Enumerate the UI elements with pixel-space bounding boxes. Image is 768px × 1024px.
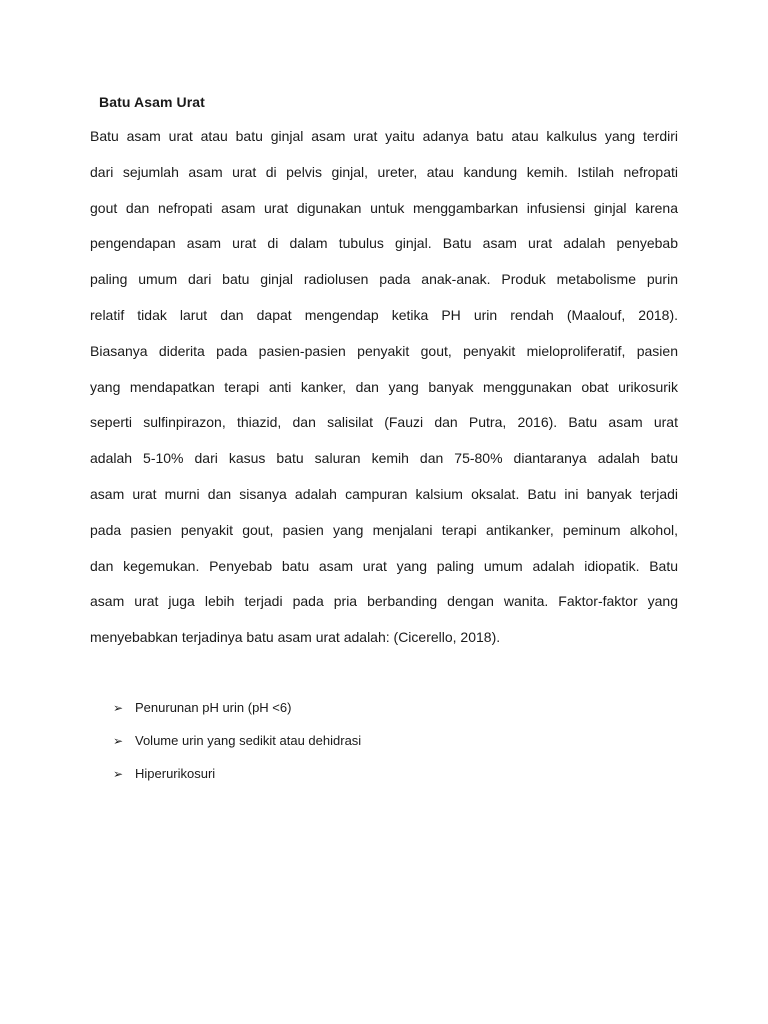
paragraph-line: gout dan nefropati asam urat digunakan untuk menggambarkan infusiensi ginjal karena — [90, 199, 678, 216]
paragraph-line: Biasanya diderita pada pasien-pasien penyakit gout, penyakit mieloproliferatif, pasien — [90, 342, 678, 359]
paragraph-line: dari sejumlah asam urat di pelvis ginjal, ureter, atau kandung kemih. Istilah nefropati — [90, 163, 678, 180]
body-paragraph — [90, 124, 678, 661]
list-item-text: Volume urin yang sedikit atau dehidrasi — [135, 733, 362, 748]
arrow-bullet-icon: ➢ — [113, 767, 124, 781]
paragraph-line: pada pasien penyakit gout, pasien yang menjalani terapi antikanker, peminum alkohol, — [90, 521, 678, 538]
paragraph-line: adalah 5-10% dari kasus batu saluran kemih dan 75-80% diantaranya adalah batu — [90, 450, 678, 467]
list-item — [113, 730, 361, 763]
paragraph-line: yang mendapatkan terapi anti kanker, dan yang banyak menggunakan obat urikosurik — [90, 378, 678, 395]
paragraph-line: pengendapan asam urat di dalam tubulus ginjal. Batu asam urat adalah penyebab — [90, 235, 678, 252]
paragraph-line: asam urat murni dan sisanya adalah campuran kalsium oksalat. Batu ini banyak terjadi — [90, 485, 678, 502]
paragraph-line: paling umum dari batu ginjal radiolusen pada anak-anak. Produk metabolisme purin — [90, 271, 678, 288]
paragraph-line: dan kegemukan. Penyebab batu asam urat yang paling umum adalah idiopatik. Batu — [90, 557, 678, 574]
paragraph-line: menyebabkan terjadinya batu asam urat adalah: (Cicerello, 2018). — [90, 629, 501, 646]
list-item-text: Hiperurikosuri — [135, 766, 216, 781]
arrow-bullet-icon: ➢ — [113, 734, 124, 748]
paragraph-line: seperti sulfinpirazon, thiazid, dan salisilat (Fauzi dan Putra, 2016). Batu asam urat — [90, 414, 678, 431]
arrow-bullet-icon: ➢ — [113, 701, 124, 715]
paragraph-line: asam urat juga lebih terjadi pada pria berbanding dengan wanita. Faktor-faktor yang — [90, 593, 678, 610]
list-item — [113, 697, 361, 730]
section-heading: Batu Asam Urat — [99, 94, 205, 110]
bullet-list — [113, 697, 361, 796]
list-item — [113, 763, 361, 796]
paragraph-line: Batu asam urat atau batu ginjal asam urat yaitu adanya batu atau kalkulus yang terdiri — [90, 128, 678, 144]
paragraph-line: relatif tidak larut dan dapat mengendap ketika PH urin rendah (Maalouf, 2018). — [90, 306, 678, 323]
list-item-text: Penurunan pH urin (pH <6) — [135, 700, 292, 715]
